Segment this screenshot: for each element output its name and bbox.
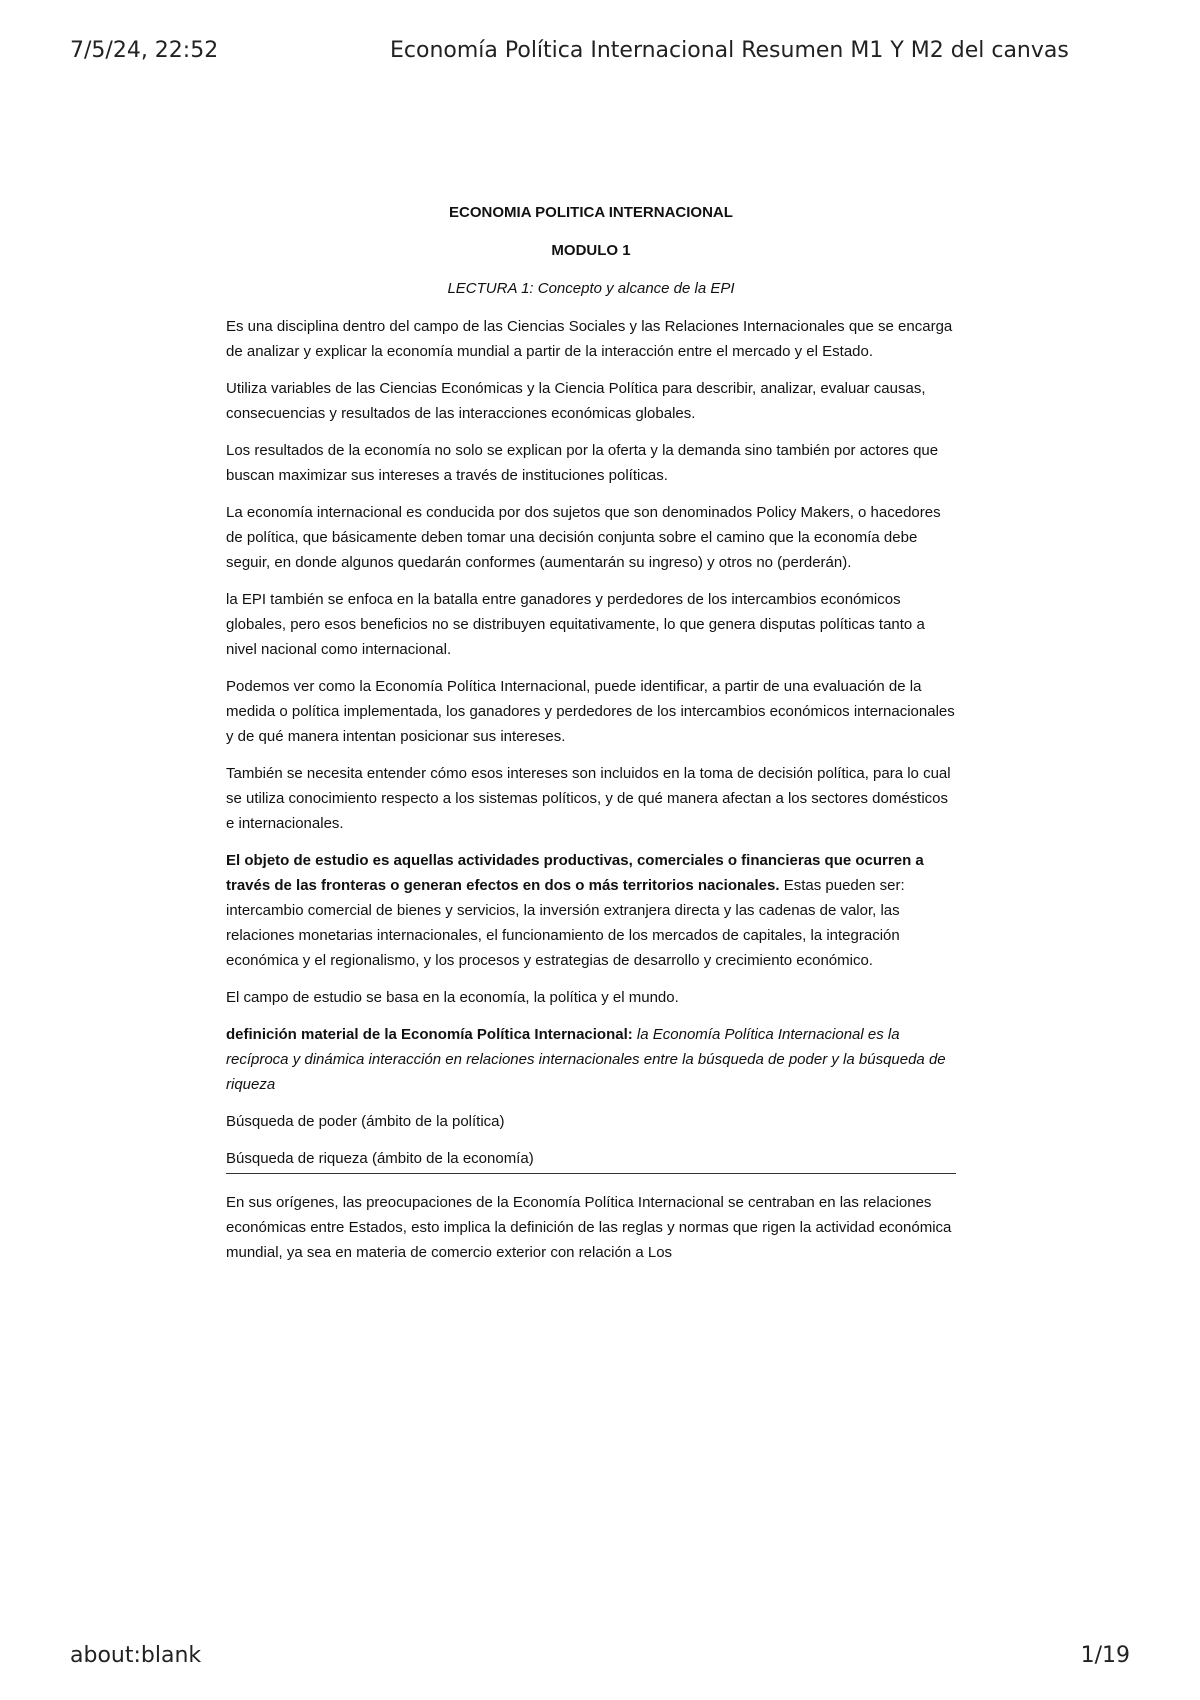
object-of-study-rest: Estas pueden ser: intercambio comercial de bienes y servicios, la inversión extranjera directa y las cadenas de valor, las relaciones monetarias internacionales, el funcionamiento de los mercados de capitales, la integración económica y el regionalismo, y los procesos y estrategias de desarrollo y crecimiento económico. bbox=[226, 877, 905, 969]
wealth-line: Búsqueda de riqueza (ámbito de la economía) bbox=[226, 1146, 956, 1174]
print-footer bbox=[70, 1643, 1130, 1673]
paragraph-field-of-study: El campo de estudio se basa en la economía, la política y el mundo. bbox=[226, 989, 679, 1006]
paragraph-results: Los resultados de la economía no solo se explican por la oferta y la demanda sino también por actores que buscan maximizar sus intereses a través de instituciones políticas. bbox=[226, 442, 939, 484]
print-header bbox=[70, 38, 1130, 68]
print-url: about:blank bbox=[70, 1643, 202, 1668]
paragraph-interests: También se necesita entender cómo esos intereses son incluidos en la toma de decisión política, para lo cual se utiliza conocimiento respecto a los sistemas políticos, y de qué manera afectan a los sectores domésticos e internacionales. bbox=[226, 765, 951, 832]
page-number: 1/19 bbox=[1080, 1643, 1130, 1668]
document-title: ECONOMIA POLITICA INTERNACIONAL bbox=[449, 204, 733, 221]
print-title: Economía Política Internacional Resumen M1 Y M2 del canvas bbox=[390, 38, 1069, 63]
paragraph-evaluation: Podemos ver como la Economía Política Internacional, puede identificar, a partir de una evaluación de la medida o política implementada, los ganadores y perdedores de los intercambios económicos internacionales y de qué manera intentan posicionar sus intereses. bbox=[226, 678, 955, 745]
paragraph-winners-losers: la EPI también se enfoca en la batalla entre ganadores y perdedores de los intercambios económicos globales, pero esos beneficios no se distribuyen equitativamente, lo que genera disputas políticas tanto a nivel nacional como internacional. bbox=[226, 591, 925, 658]
paragraph-definition: Es una disciplina dentro del campo de las Ciencias Sociales y las Relaciones Internacionales que se encarga de analizar y explicar la economía mundial a partir de la interacción entre el mercado y el Estado. bbox=[226, 318, 953, 360]
paragraph-policy-makers: La economía internacional es conducida por dos sujetos que son denominados Policy Makers, o hacedores de política, que básicamente deben tomar una decisión conjunta sobre el camino que la economía debe seguir, en donde algunos quedarán conformes (aumentarán su ingreso) y otros no (perderán). bbox=[226, 504, 941, 571]
paragraph-origins: En sus orígenes, las preocupaciones de la Economía Política Internacional se centraban en las relaciones económicas entre Estados, esto implica la definición de las reglas y normas que rigen la actividad económica mundial, ya sea en materia de comercio exterior con relación a Los bbox=[226, 1194, 952, 1261]
object-of-study-lead: El objeto de estudio es aquellas actividades productivas, comerciales o financieras que ocurren a través de las fronteras o generan efectos en dos o más territorios nacionales. bbox=[226, 852, 924, 894]
print-datetime: 7/5/24, 22:52 bbox=[70, 38, 219, 63]
material-definition-label: definición material de la Economía Política Internacional: bbox=[226, 1026, 633, 1043]
lecture-heading: LECTURA 1: Concepto y alcance de la EPI bbox=[447, 280, 735, 297]
power-line: Búsqueda de poder (ámbito de la política) bbox=[226, 1113, 505, 1130]
document-body bbox=[226, 200, 956, 1277]
module-heading: MODULO 1 bbox=[551, 242, 631, 259]
paragraph-variables: Utiliza variables de las Ciencias Económicas y la Ciencia Política para describir, analizar, evaluar causas, consecuencias y resultados de las interacciones económicas globales. bbox=[226, 380, 926, 422]
material-definition-text: la Economía Política Internacional es la recíproca y dinámica interacción en relaciones internacionales entre la búsqueda de poder y la búsqueda de riqueza bbox=[226, 1026, 946, 1093]
paragraph-material-definition bbox=[226, 1022, 956, 1097]
paragraph-object-of-study bbox=[226, 848, 956, 973]
